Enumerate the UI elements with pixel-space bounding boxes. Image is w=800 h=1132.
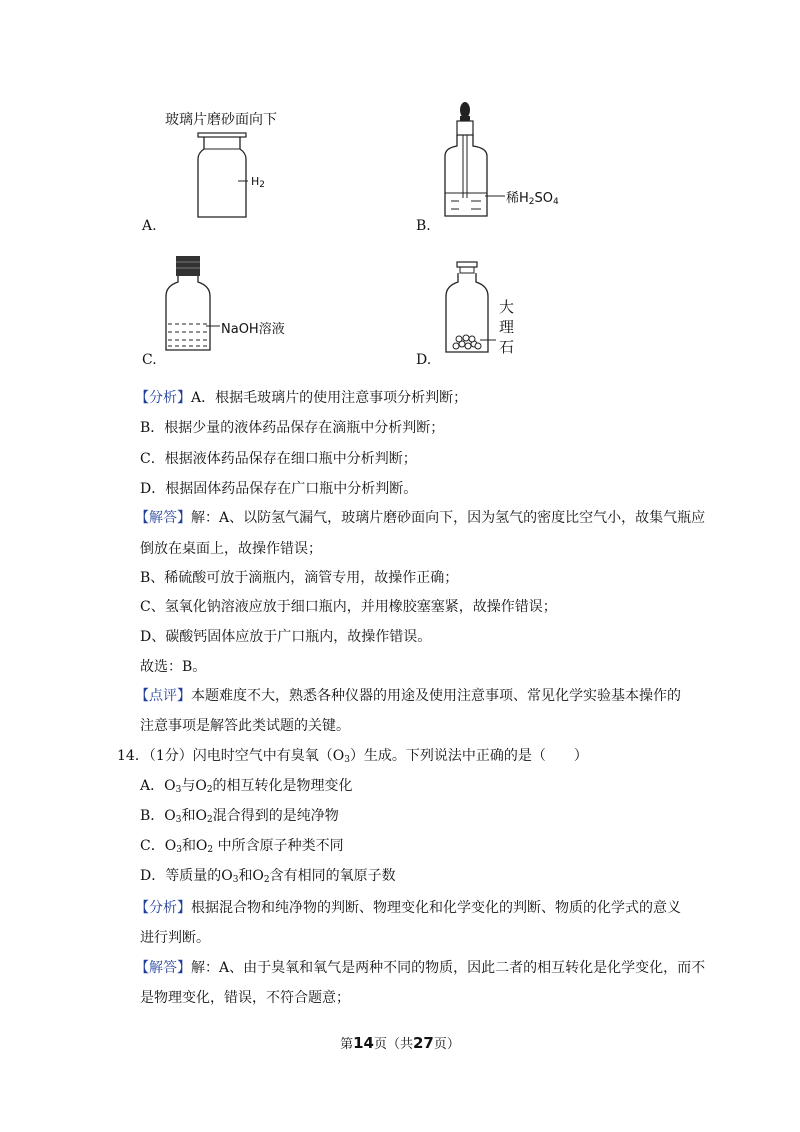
answer2-line-1: 【解答】解：A、由于臭氧和氧气是两种不同的物质，因此二者的相互转化是化学变化，而不 xyxy=(135,960,706,976)
answer-line-5: D、碳酸钙固体应放于广口瓶内，故操作错误。 xyxy=(140,629,432,645)
narrow-mouth-bottle-diagram xyxy=(160,252,310,357)
option-label-a: A. xyxy=(142,218,157,234)
figure-b-liquid-label: 稀$H_2SO_4$ xyxy=(506,191,559,207)
answer2-line-2: 是物理变化，错误，不符合题意； xyxy=(140,990,350,1006)
analysis-line-4: D．根据固体药品保存在广口瓶中分析判断。 xyxy=(140,481,418,497)
question-14-stem: 14．（1分）闪电时空气中有臭氧$(O_3)$生成。下列说法中正确的是（ ） xyxy=(117,748,588,765)
question-14-option-c: C．$O_3$和$O_2$ 中所含原子种类不同 xyxy=(140,838,344,855)
figure-a-gas-label: $H_2$ xyxy=(251,175,266,190)
option-label-d: D. xyxy=(416,352,432,368)
figure-d xyxy=(440,258,540,358)
answer-line-1: 【解答】解：A、以防氢气漏气，玻璃片磨砂面向下，因为氢气的密度比空气小，故集气瓶应 xyxy=(135,510,706,526)
figure-c xyxy=(160,252,310,357)
question-14-option-d: D．等质量的$O_3$和$O_2$含有相同的氧原子数 xyxy=(140,868,396,885)
figure-d-label-char-1: 大 xyxy=(499,298,515,316)
analysis-line-2: B．根据少量的液体药品保存在滴瓶中分析判断； xyxy=(140,420,445,436)
wide-mouth-bottle-diagram xyxy=(440,258,540,358)
comment-tag: 【点评】 xyxy=(135,688,191,704)
answer-line-6: 故选：B。 xyxy=(140,659,207,675)
analysis-tag: 【分析】 xyxy=(135,390,191,406)
figure-a-top-label: 玻璃片磨砂面向下 xyxy=(165,112,277,128)
answer-line-4: C、氢氧化钠溶液应放于细口瓶内，并用橡胶塞塞紧，故操作错误； xyxy=(140,599,557,615)
analysis-line-3: C．根据液体药品保存在细口瓶中分析判断； xyxy=(140,451,417,467)
figure-a xyxy=(160,105,310,225)
total-page-number: 27 xyxy=(413,1034,434,1052)
comment-line-1: 【点评】本题难度不大，熟悉各种仪器的用途及使用注意事项、常见化学实验基本操作的 xyxy=(135,688,681,704)
figure-b xyxy=(435,98,605,223)
answer-tag: 【解答】 xyxy=(135,510,191,526)
comment-line-2: 注意事项是解答此类试题的关键。 xyxy=(140,718,350,734)
question-14-option-a: A．$O_3$与$O_2$的相互转化是物理变化 xyxy=(140,778,353,795)
answer-line-3: B、稀硫酸可放于滴瓶内，滴管专用，故操作正确； xyxy=(140,570,459,586)
answer2-tag: 【解答】 xyxy=(135,960,191,976)
option-label-b: B. xyxy=(416,218,431,234)
figure-c-liquid-label: NaOH溶液 xyxy=(221,322,285,337)
option-label-c: C. xyxy=(142,352,157,368)
current-page-number: 14 xyxy=(353,1034,374,1052)
page-footer: 第14页（共27页） xyxy=(340,1034,460,1052)
analysis-line-1: 【分析】A．根据毛玻璃片的使用注意事项分析判断； xyxy=(135,390,468,406)
analysis2-tag: 【分析】 xyxy=(135,900,191,916)
analysis2-line-2: 进行判断。 xyxy=(140,930,210,946)
figure-d-label-char-3: 石 xyxy=(499,338,515,356)
answer-line-2: 倒放在桌面上，故操作错误； xyxy=(140,541,322,557)
question-14-option-b: B．$O_3$和$O_2$混合得到的是纯净物 xyxy=(140,808,339,825)
analysis2-line-1: 【分析】根据混合物和纯净物的判断、物理变化和化学变化的判断、物质的化学式的意义 xyxy=(135,900,681,916)
gas-jar-h2-diagram xyxy=(160,105,310,225)
figure-d-label-char-2: 理 xyxy=(499,318,515,336)
